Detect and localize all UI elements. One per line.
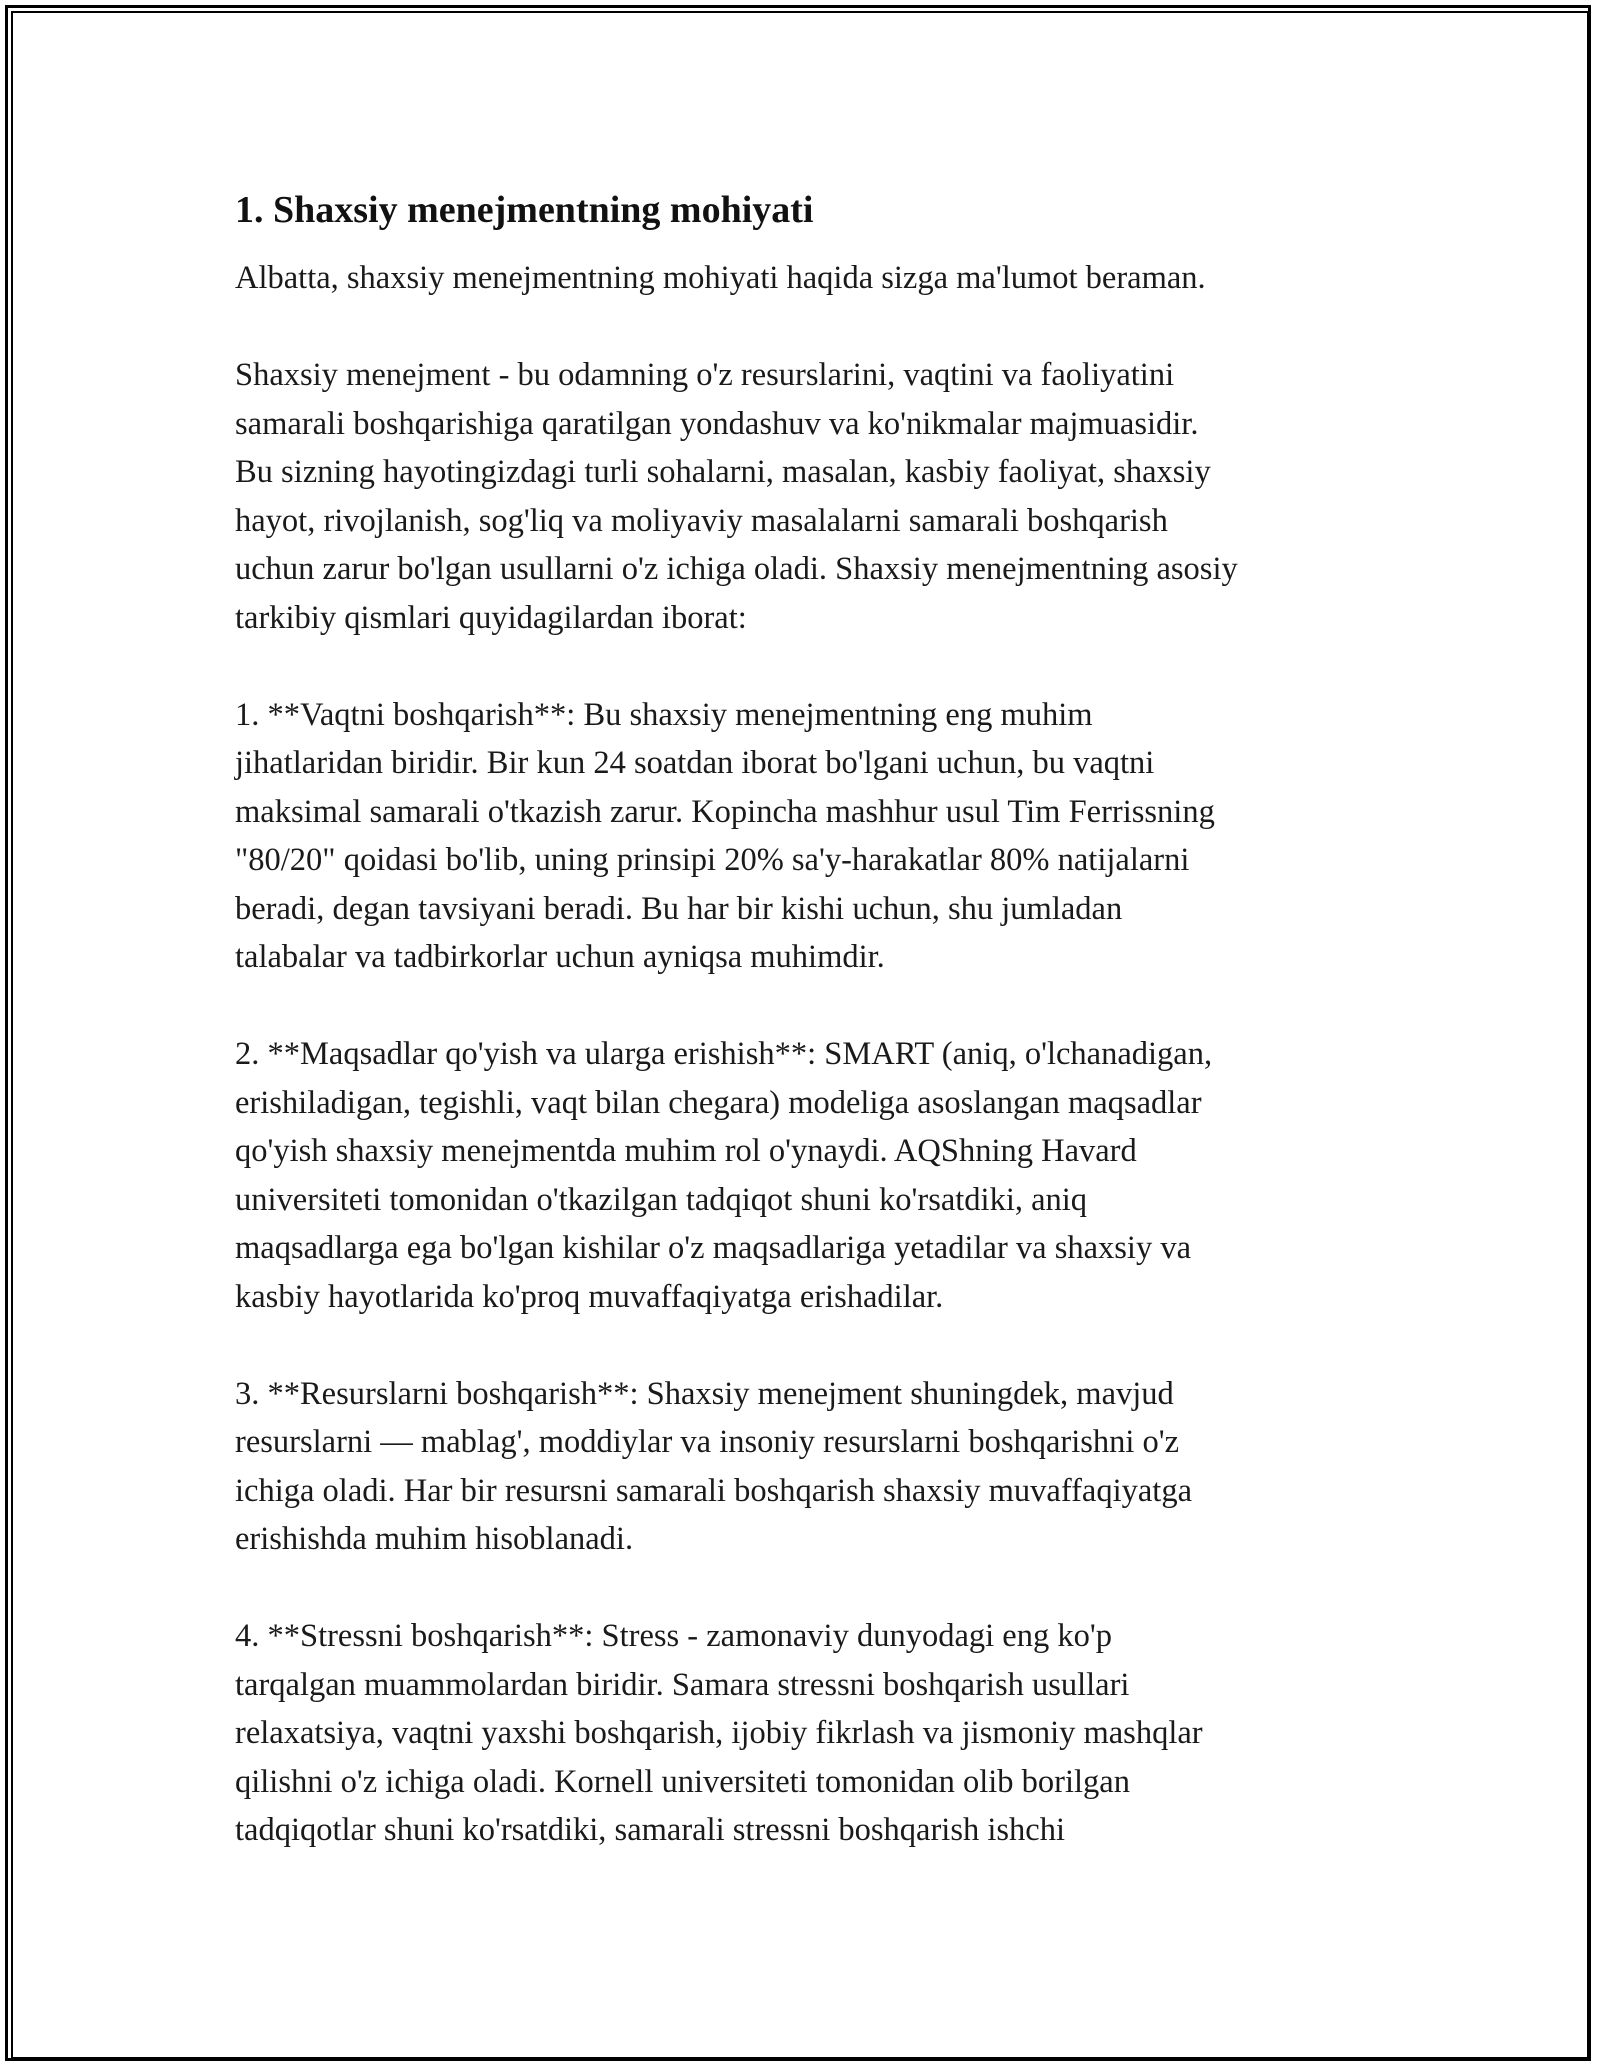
list-item-stress-management: 4. **Stressni boshqarish**: Stress - zamonaviy dunyodagi eng ko'p tarqalgan muammolardan biridir. Samara stressni boshqarish usullari relaxatsiya, vaqtni yaxshi boshqarish, ijobiy fikrlash va jismoniy mashqlar qilishni o'z ichiga oladi. Kornell universiteti tomonidan olib borilgan tadqiqotlar shuni ko'rsatdiki, samarali stressni boshqarish ishchi (235, 1618, 1203, 1848)
list-item-time-management: 1. **Vaqtni boshqarish**: Bu shaxsiy menejmentning eng muhim jihatlaridan biridir. Bir kun 24 soatdan iborat bo'lgani uchun, bu vaqtni maksimal samarali o'tkazish zarur. Kopincha mashhur usul Tim Ferrissning "80/20" qoidasi bo'lib, uning prinsipi 20% sa'y-harakatlar 80% natijalarni beradi, degan tavsiyani beradi. Bu har bir kishi uchun, shu jumladan talabalar va tadbirkorlar uchun ayniqsa muhimdir. (235, 696, 1215, 975)
document-body (235, 186, 1385, 1855)
definition-paragraph: Shaxsiy menejment - bu odamning o'z resurslarini, vaqtini va faoliyatini samarali boshqarishiga qaratilgan yondashuv va ko'nikmalar majmuasidir. Bu sizning hayotingizdagi turli sohalarni, masalan, kasbiy faoliyat, shaxsiy hayot, rivojlanish, sog'liq va moliyaviy masalalarni samarali boshqarish uchun zarur bo'lgan usullarni o'z ichiga oladi. Shaxsiy menejmentning asosiy tarkibiy qismlari quyidagilardan iborat: (235, 357, 1238, 636)
list-item-goal-setting: 2. **Maqsadlar qo'yish va ularga erishish**: SMART (aniq, o'lchanadigan, erishiladigan, tegishli, vaqt bilan chegara) modeliga asoslangan maqsadlar qo'yish shaxsiy menejmentda muhim rol o'ynaydi. AQShning Havard universiteti tomonidan o'tkazilgan tadqiqot shuni ko'rsatdiki, aniq maqsadlarga ega bo'lgan kishilar o'z maqsadlariga yetadilar va shaxsiy va kasbiy hayotlarida ko'proq muvaffaqiyatga erishadilar. (235, 1036, 1213, 1315)
list-item-resource-management: 3. **Resurslarni boshqarish**: Shaxsiy menejment shuningdek, mavjud resurslarni — mablag', moddiylar va insoniy resurslarni boshqarishni o'z ichiga oladi. Har bir resursni samarali boshqarish shaxsiy muvaffaqiyatga erishishda muhim hisoblanadi. (235, 1375, 1192, 1557)
document-heading: 1. Shaxsiy menejmentning mohiyati (235, 189, 814, 231)
intro-paragraph: Albatta, shaxsiy menejmentning mohiyati haqida sizga ma'lumot beraman. (235, 260, 1206, 296)
